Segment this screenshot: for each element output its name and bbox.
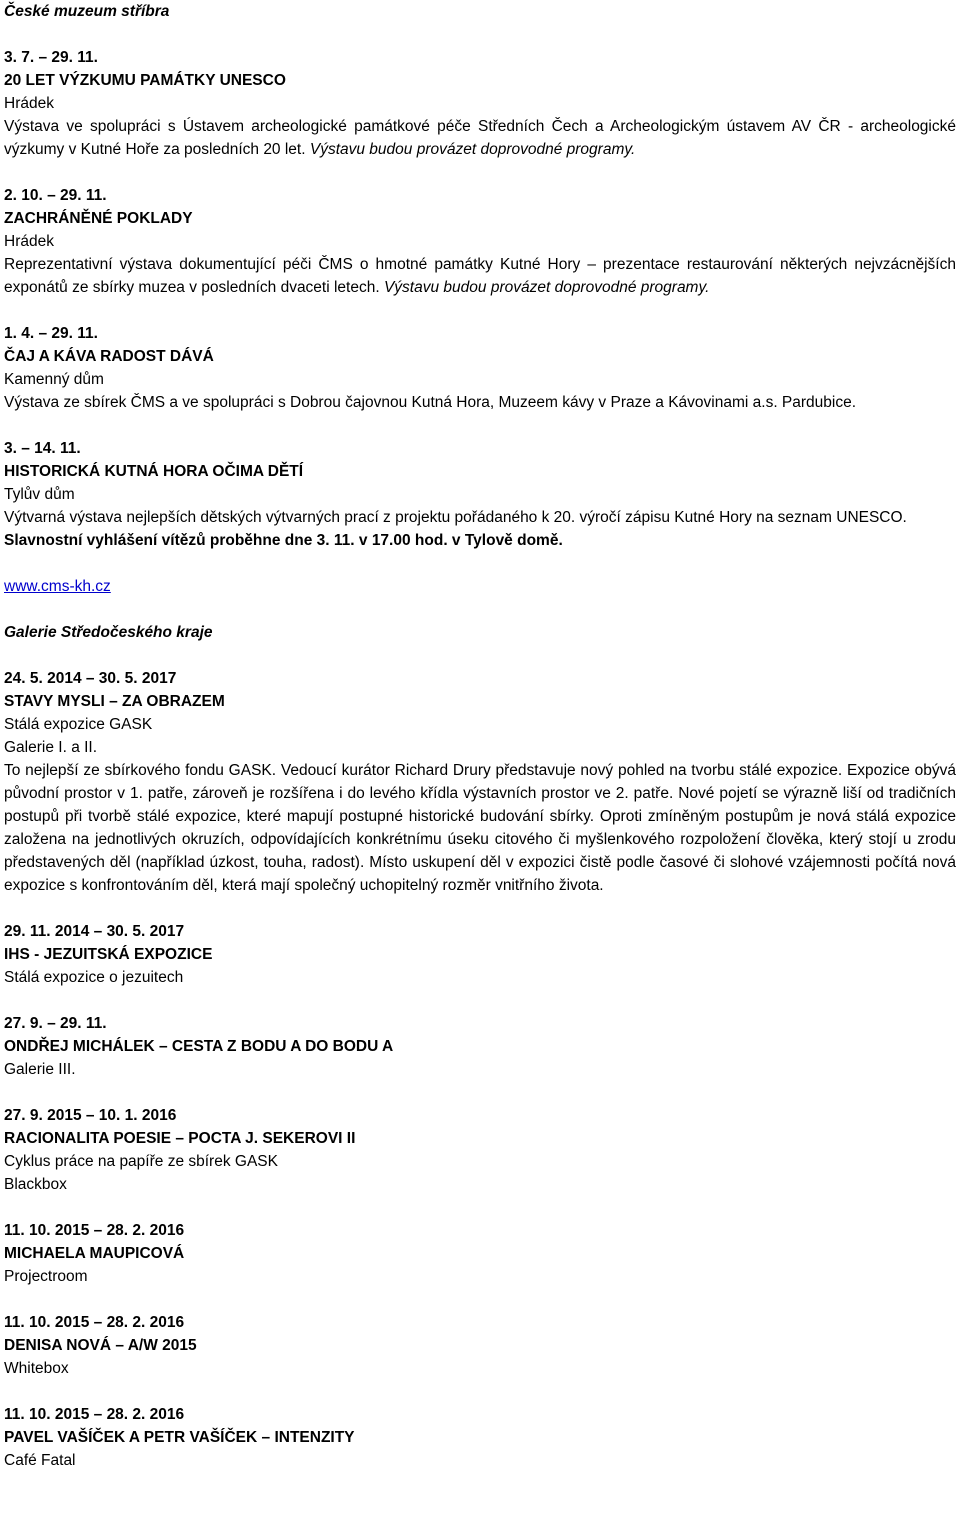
event-date: 27. 9. – 29. 11. <box>4 1015 107 1032</box>
event-venue: Projectroom <box>4 1268 88 1285</box>
event-date: 3. 7. – 29. 11. <box>4 49 98 66</box>
event-block <box>4 1012 956 1081</box>
event-venue: Stálá expozice GASK <box>4 716 153 733</box>
event-block <box>4 46 956 161</box>
event-venue: Galerie III. <box>4 1061 76 1078</box>
event-date: 1. 4. – 29. 11. <box>4 325 98 342</box>
event-title: DENISA NOVÁ – A/W 2015 <box>4 1337 197 1354</box>
event-date: 24. 5. 2014 – 30. 5. 2017 <box>4 670 177 687</box>
event-title: 20 LET VÝZKUMU PAMÁTKY UNESCO <box>4 72 286 89</box>
event-note: Výstavu budou provázet doprovodné programy. <box>309 141 636 158</box>
section-heading-cms: České muzeum stříbra <box>4 3 170 20</box>
event-description: Výstava ze sbírek ČMS a ve spolupráci s Dobrou čajovnou Kutná Hora, Muzeem kávy v Praze a Kávovinami a.s. Pardubice. <box>4 394 857 411</box>
event-date: 11. 10. 2015 – 28. 2. 2016 <box>4 1222 185 1239</box>
event-block <box>4 184 956 299</box>
event-venue: Café Fatal <box>4 1452 76 1469</box>
event-venue-detail: Galerie I. a II. <box>4 739 98 756</box>
event-block <box>4 322 956 414</box>
event-venue: Hrádek <box>4 233 54 250</box>
event-date: 27. 9. 2015 – 10. 1. 2016 <box>4 1107 177 1124</box>
document-page <box>4 0 956 1472</box>
event-venue: Hrádek <box>4 95 54 112</box>
event-description-text: Reprezentativní výstava dokumentující péči ČMS o hmotné památky Kutné Hory – prezentace restaurování některých nejvzácnějších exponátů ze sbírky muzea v posledních dvaceti letech. <box>4 256 956 296</box>
event-block <box>4 1219 956 1288</box>
event-date: 29. 11. 2014 – 30. 5. 2017 <box>4 923 185 940</box>
event-title: ONDŘEJ MICHÁLEK – CESTA Z BODU A DO BODU A <box>4 1038 394 1055</box>
event-title: RACIONALITA POESIE – POCTA J. SEKEROVI II <box>4 1130 356 1147</box>
event-date: 11. 10. 2015 – 28. 2. 2016 <box>4 1314 185 1331</box>
event-description-text: Výstava ve spolupráci s Ústavem archeologické památkové péče Středních Čech a Archeologickým ústavem AV ČR - archeologické výzkumy v Kutné Hoře za posledních 20 let. <box>4 118 956 158</box>
event-title: STAVY MYSLI – ZA OBRAZEM <box>4 693 225 710</box>
event-title: PAVEL VAŠÍČEK A PETR VAŠÍČEK – INTENZITY <box>4 1429 355 1446</box>
event-date: 11. 10. 2015 – 28. 2. 2016 <box>4 1406 185 1423</box>
event-announcement: Slavnostní vyhlášení vítězů proběhne dne 3. 11. v 17.00 hod. v Tylově domě. <box>4 532 563 549</box>
event-block <box>4 920 956 989</box>
website-link[interactable]: www.cms-kh.cz <box>4 578 111 595</box>
event-venue: Stálá expozice o jezuitech <box>4 969 184 986</box>
event-title: HISTORICKÁ KUTNÁ HORA OČIMA DĚTÍ <box>4 463 304 480</box>
event-block <box>4 1104 956 1196</box>
event-title: ZACHRÁNĚNÉ POKLADY <box>4 210 193 227</box>
event-date: 2. 10. – 29. 11. <box>4 187 107 204</box>
event-block <box>4 667 956 897</box>
event-title: MICHAELA MAUPICOVÁ <box>4 1245 185 1262</box>
event-venue: Kamenný dům <box>4 371 104 388</box>
section-heading-gask: Galerie Středočeského kraje <box>4 624 213 641</box>
event-description <box>4 115 956 161</box>
event-description: Výtvarná výstava nejlepších dětských výtvarných prací z projektu pořádaného k 20. výročí zápisu Kutné Hory na seznam UNESCO. <box>4 509 907 526</box>
event-venue-detail: Blackbox <box>4 1176 67 1193</box>
event-date: 3. – 14. 11. <box>4 440 81 457</box>
event-title: ČAJ A KÁVA RADOST DÁVÁ <box>4 348 214 365</box>
event-block <box>4 1403 956 1472</box>
event-description <box>4 253 956 299</box>
event-venue: Cyklus práce na papíře ze sbírek GASK <box>4 1153 278 1170</box>
event-description: To nejlepší ze sbírkového fondu GASK. Vedoucí kurátor Richard Drury představuje nový pohled na tvorbu stálé expozice. Expozice obývá původní prostor v 1. patře, zároveň je rozšířena i do levého křídla výstavních prostor ve 2. patře. Nové pojetí se výrazně liší od tradičních postupů při tvorbě stálé expozice, které mapují postupné historické budování sbírky. Oproti zmíněným postupům je nová stálá expozice založena na jednotlivých okruzích, odpovídajících konkrétnímu úseku citového či myšlenkového rozpoložení člověka, který stojí u zrodu představených děl (například úzkost, touha, radost). Místo uskupení děl v expozici čistě podle časové či slohové vzájemnosti počítá nová expozice s konfrontováním děl, která mají společný uchopitelný rozměr vnitřního života. <box>4 762 956 894</box>
event-block <box>4 1311 956 1380</box>
event-note: Výstavu budou provázet doprovodné programy. <box>383 279 710 296</box>
event-venue: Whitebox <box>4 1360 69 1377</box>
event-venue: Tylův dům <box>4 486 75 503</box>
event-title: IHS - JEZUITSKÁ EXPOZICE <box>4 946 213 963</box>
event-block <box>4 437 956 552</box>
